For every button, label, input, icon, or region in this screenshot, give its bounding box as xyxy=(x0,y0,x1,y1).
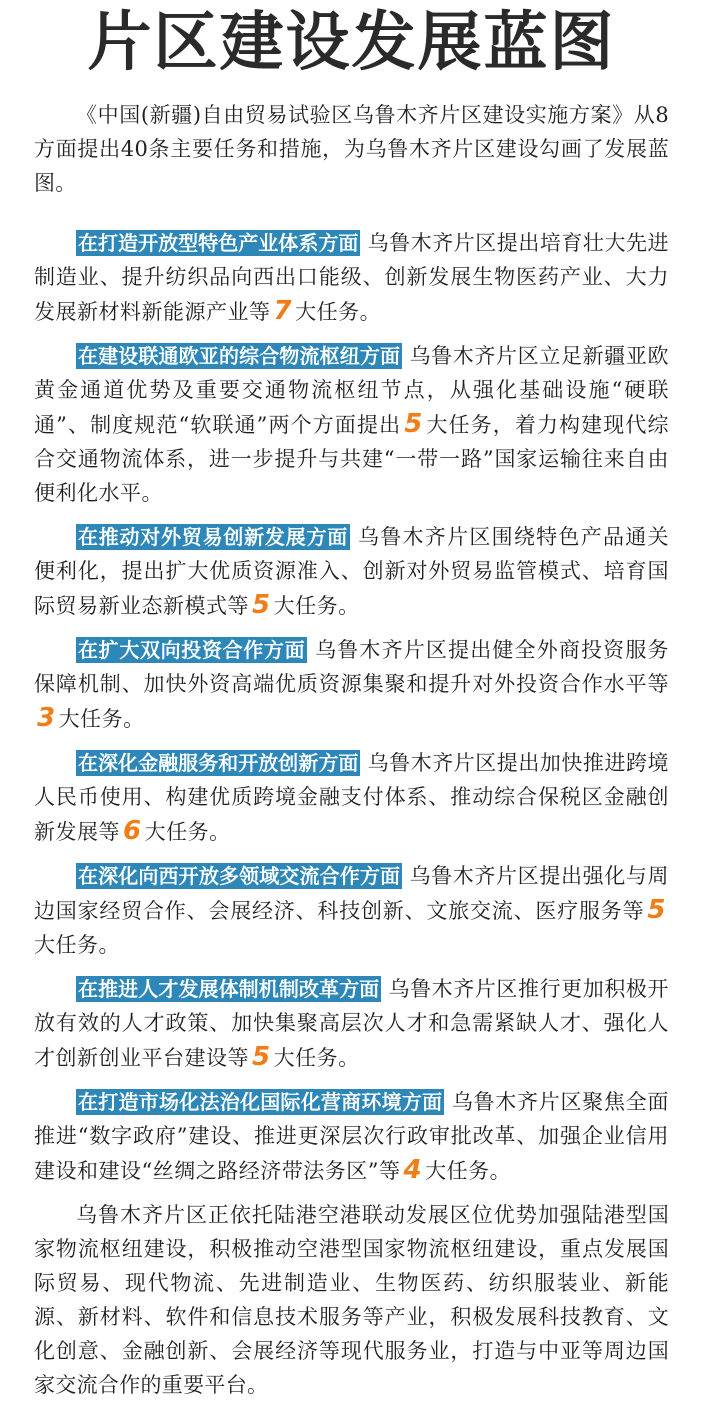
section-trade xyxy=(34,520,669,623)
section-tail: 大任务。 xyxy=(58,707,145,731)
task-count: 5 xyxy=(404,409,423,439)
section-tail: 大任务。 xyxy=(295,300,382,324)
section-body: 乌鲁木齐片区聚焦全面推进“数字政府”建设、推进更深层次行政审批改革、加强企业信用建设和建设“丝绸之路经济带法务区”等 xyxy=(34,1090,670,1183)
section-body: 乌鲁木齐片区提出健全外商投资服务保障机制、加快外资高端优质资源集聚和提升对外投资合作水平等 xyxy=(34,638,670,696)
section-heading: 在深化金融服务和开放创新方面 xyxy=(78,751,359,775)
intro-paragraph: 《中国(新疆)自由贸易试验区乌鲁木齐片区建设实施方案》从8方面提出40条主要任务和措施，为乌鲁木齐片区建设勾画了发展蓝图。 xyxy=(34,103,669,195)
task-count: 3 xyxy=(37,703,56,733)
section-heading: 在建设联通欧亚的综合物流枢纽方面 xyxy=(78,344,401,368)
section-tail: 大任务。 xyxy=(34,933,120,957)
section-body: 乌鲁木齐片区立足新疆亚欧黄金通道优势及重要交通物流枢纽节点，从强化基础设施“硬联通”、制度规范“软联通”两个方面提出 xyxy=(34,344,669,437)
article-title: 片区建设发展蓝图 xyxy=(87,6,616,80)
section-body: 乌鲁木齐片区提出强化与周边国家经贸合作、会展经济、科技创新、文旅交流、医疗服务等 xyxy=(34,864,669,923)
section-business-environment xyxy=(34,1085,669,1188)
section-tail: 大任务。 xyxy=(425,1159,512,1183)
section-finance xyxy=(34,746,669,849)
section-body: 乌鲁木齐片区提出培育壮大先进制造业、提升纺织品向西出口能级、创新发展生物医药产业、大力发展新材料新能源产业等 xyxy=(34,231,670,324)
section-heading: 在打造市场化法治化国际化营商环境方面 xyxy=(78,1090,443,1114)
task-count: 7 xyxy=(273,296,293,326)
section-tail: 大任务。 xyxy=(144,820,231,844)
task-count: 4 xyxy=(403,1155,423,1185)
task-count: 6 xyxy=(123,816,142,846)
section-heading: 在推动对外贸易创新发展方面 xyxy=(78,525,349,549)
section-talent xyxy=(34,972,669,1075)
section-cooperation xyxy=(34,859,669,962)
section-body: 乌鲁木齐片区推行更加积极开放有效的人才政策、加快集聚高层次人才和急需紧缺人才、强化人才创新创业平台建设等 xyxy=(34,977,670,1070)
section-body: 乌鲁木齐片区提出加快推进跨境人民币使用、构建优质跨境金融支付体系、推动综合保税区金融创新发展等 xyxy=(34,751,670,844)
task-count: 5 xyxy=(252,1042,271,1072)
section-logistics xyxy=(34,339,669,510)
closing-paragraph: 乌鲁木齐片区正依托陆港空港联动发展区位优势加强陆港型国家物流枢纽建设，积极推动空港型国家物流枢纽建设，重点发展国际贸易、现代物流、先进制造业、生物医药、纺织服装业、新能源、新材料、软件和信息技术服务等产业，积极发展科技教育、文化创意、金融创新、会展经济等现代服务业，打造与中亚等周边国家交流合作的重要平台。 xyxy=(34,1203,669,1397)
task-sections xyxy=(34,226,669,1188)
section-investment xyxy=(34,633,669,736)
section-tail: 大任务，着力构建现代综合交通物流体系，进一步提升与共建“一带一路”国家运输往来自由便利化水平。 xyxy=(34,413,669,505)
section-body: 乌鲁木齐片区围绕特色产品通关便利化，提出扩大优质资源准入、创新对外贸易监管模式、培育国际贸易新业态新模式等 xyxy=(34,525,670,618)
section-tail: 大任务。 xyxy=(273,1046,360,1070)
task-count: 5 xyxy=(647,895,666,925)
section-industry xyxy=(34,226,669,329)
section-heading: 在深化向西开放多领域交流合作方面 xyxy=(78,864,401,888)
task-count: 5 xyxy=(252,590,271,620)
section-heading: 在推进人才发展体制机制改革方面 xyxy=(78,977,380,1001)
section-heading: 在打造开放型特色产业体系方面 xyxy=(78,231,359,255)
section-heading: 在扩大双向投资合作方面 xyxy=(78,638,306,662)
section-tail: 大任务。 xyxy=(273,594,360,618)
